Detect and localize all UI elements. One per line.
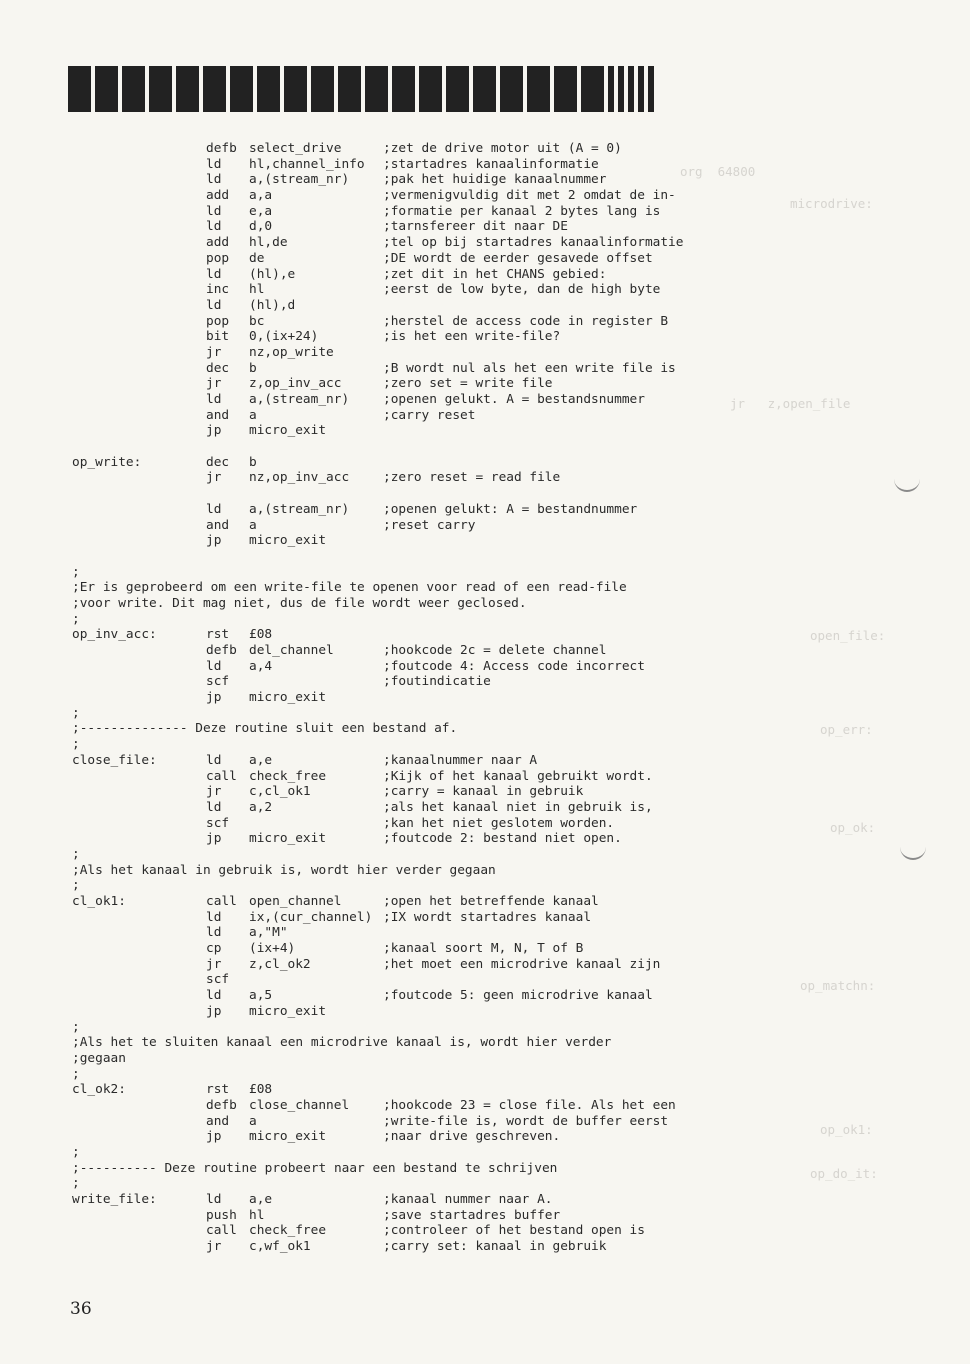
code-label: cl_ok2:: [72, 1082, 126, 1098]
code-line: [72, 314, 912, 330]
header-block: [473, 66, 496, 112]
code-line: [72, 910, 912, 926]
code-line: [72, 298, 912, 314]
instruction: ld: [206, 501, 222, 517]
header-block: [392, 66, 415, 112]
header-block: [284, 66, 307, 112]
operands: a: [249, 517, 257, 533]
code-line: [72, 267, 912, 283]
header-block: [311, 66, 334, 112]
operands: a,e: [249, 752, 273, 768]
inline-comment: ;eerst de low byte, dan de high byte: [383, 282, 661, 298]
operands: micro_exit: [249, 533, 327, 549]
comment-text: ;: [72, 846, 80, 862]
inline-comment: ;carry set: kanaal in gebruik: [383, 1239, 607, 1255]
instruction: call: [206, 894, 237, 909]
operands: c,cl_ok1: [249, 784, 311, 800]
inline-comment: ;het moet een microdrive kanaal zijn: [383, 956, 661, 972]
code-line: [72, 329, 912, 345]
code-line: [72, 831, 912, 847]
code-line: [72, 235, 912, 251]
instruction: jr: [206, 784, 222, 800]
operands: check_free: [249, 768, 327, 784]
inline-comment: ;openen gelukt: A = bestandnummer: [383, 501, 638, 517]
operands: a,e: [249, 1192, 273, 1208]
instruction: scf: [206, 972, 230, 988]
inline-comment: ;zet de drive motor uit (A = 0): [383, 141, 622, 156]
code-line: [72, 659, 912, 675]
comment-text: ;Als het te sluiten kanaal een microdrive kanaal is, wordt hier verder: [72, 1035, 612, 1051]
instruction: ld: [206, 219, 222, 235]
operands: ix,(cur_channel): [249, 909, 373, 925]
header-block: [203, 66, 226, 112]
header-block: [230, 66, 253, 112]
instruction: jp: [206, 533, 222, 549]
code-line: [72, 565, 912, 581]
header-block: [149, 66, 172, 112]
operands: a: [249, 1113, 257, 1129]
code-line: [72, 157, 912, 173]
instruction: rst: [206, 627, 230, 643]
code-line: [72, 847, 912, 863]
instruction: defb: [206, 1097, 237, 1113]
instruction: jp: [206, 1129, 222, 1145]
inline-comment: ;foutcode 4: Access code incorrect: [383, 658, 645, 674]
operands: nz,op_write: [249, 344, 334, 360]
code-line: [72, 518, 912, 534]
inline-comment: ;save startadres buffer: [383, 1207, 561, 1223]
code-line: [72, 1067, 912, 1083]
header-block: [365, 66, 388, 112]
operands: £08: [249, 1082, 273, 1098]
comment-text: ;-------------- Deze routine sluit een bestand af.: [72, 721, 458, 737]
code-line: [72, 376, 912, 392]
code-line: [72, 1082, 912, 1098]
comment-text: ;: [72, 611, 80, 627]
code-line: [72, 863, 912, 879]
operands: b: [249, 360, 257, 376]
code-line: [72, 1208, 912, 1224]
inline-comment: ;DE wordt de eerder gesavede offset: [383, 250, 653, 266]
instruction: jr: [206, 1239, 222, 1255]
inline-comment: ;foutindicatie: [383, 674, 491, 690]
operands: hl: [249, 1207, 265, 1223]
instruction: ld: [206, 658, 222, 674]
instruction: ld: [206, 203, 222, 219]
operands: e,a: [249, 203, 273, 219]
code-line: [72, 188, 912, 204]
instruction: ld: [206, 988, 222, 1004]
operands: micro_exit: [249, 690, 327, 706]
show-through-text: op_matchn:: [800, 978, 876, 993]
inline-comment: ;als het kanaal niet in gebruik is,: [383, 799, 653, 815]
code-label: cl_ok1:: [72, 894, 126, 909]
operands: hl: [249, 282, 265, 298]
operands: micro_exit: [249, 831, 327, 847]
instruction: and: [206, 517, 230, 533]
instruction: dec: [206, 360, 230, 376]
header-block: [446, 66, 469, 112]
instruction: call: [206, 768, 237, 784]
operands: hl,de: [249, 235, 288, 251]
code-line: [72, 612, 912, 628]
instruction: and: [206, 407, 230, 423]
code-line: [72, 1192, 912, 1208]
instruction: cp: [206, 941, 222, 957]
inline-comment: ;controleer of het bestand open is: [383, 1223, 645, 1239]
inline-comment: ;Kijk of het kanaal gebruikt wordt.: [383, 768, 653, 784]
inline-comment: ;open het betreffende kanaal: [383, 894, 599, 909]
code-line: [72, 1161, 912, 1177]
operands: a,"M": [249, 925, 288, 941]
operands: d,0: [249, 219, 273, 235]
operands: micro_exit: [249, 423, 327, 439]
instruction: ld: [206, 172, 222, 188]
inline-comment: ;tel op bij startadres kanaalinformatie: [383, 235, 684, 251]
code-line: [72, 439, 912, 455]
inline-comment: ;B wordt nul als het een write file is: [383, 360, 676, 376]
operands: c,wf_ok1: [249, 1239, 311, 1255]
header-block: [338, 66, 361, 112]
show-through-text: op_ok:: [830, 820, 876, 835]
code-line: [72, 753, 912, 769]
operands: a,(stream_nr): [249, 501, 350, 517]
operands: (hl),d: [249, 297, 296, 313]
inline-comment: ;zet dit in het CHANS gebied:: [383, 266, 607, 282]
header-block: [419, 66, 442, 112]
code-line: [72, 345, 912, 361]
comment-text: ;Er is geprobeerd om een write-file te openen voor read of een read-file: [72, 580, 627, 596]
comment-text: ;: [72, 705, 80, 721]
instruction: call: [206, 1223, 237, 1239]
instruction: ld: [206, 799, 222, 815]
code-line: [72, 988, 912, 1004]
inline-comment: ;carry reset: [383, 407, 476, 423]
code-line: [72, 1145, 912, 1161]
code-label: op_write:: [72, 454, 142, 470]
instruction: jp: [206, 690, 222, 706]
operands: £08: [249, 627, 273, 643]
operands: open_channel: [249, 894, 342, 909]
comment-text: ;: [72, 1066, 80, 1082]
inline-comment: ;kanaalnummer naar A: [383, 752, 538, 768]
inline-comment: ;foutcode 5: geen microdrive kanaal: [383, 988, 653, 1004]
instruction: dec: [206, 454, 230, 470]
header-bar-graphic: [68, 66, 654, 112]
code-line: [72, 1098, 912, 1114]
instruction: defb: [206, 141, 237, 156]
code-line: [72, 502, 912, 518]
comment-text: ;: [72, 564, 80, 580]
operands: bc: [249, 313, 265, 329]
code-line: [72, 721, 912, 737]
comment-text: ;: [72, 1145, 80, 1160]
operands: select_drive: [249, 141, 342, 156]
code-line: [72, 1239, 912, 1255]
inline-comment: ;write-file is, wordt de buffer eerst: [383, 1113, 669, 1129]
code-line: [72, 580, 912, 596]
code-line: [72, 941, 912, 957]
code-line: [72, 361, 912, 377]
instruction: ld: [206, 909, 222, 925]
code-line: [72, 204, 912, 220]
inline-comment: ;kan het niet geslotem worden.: [383, 815, 615, 831]
code-line: [72, 282, 912, 298]
comment-text: ;: [72, 1019, 80, 1035]
instruction: add: [206, 235, 230, 251]
operands: a,a: [249, 188, 273, 204]
code-line: [72, 549, 912, 565]
code-line: [72, 533, 912, 549]
operands: a,5: [249, 988, 273, 1004]
show-through-text: op_err:: [820, 722, 873, 737]
inline-comment: ;hookcode 23 = close file. Als het een: [383, 1097, 676, 1113]
inline-comment: ;is het een write-file?: [383, 329, 561, 345]
code-line: [72, 1020, 912, 1036]
instruction: ld: [206, 156, 222, 172]
code-line: [72, 1004, 912, 1020]
instruction: jr: [206, 344, 222, 360]
header-block: [68, 66, 91, 112]
code-line: [72, 800, 912, 816]
inline-comment: ;formatie per kanaal 2 bytes lang is: [383, 203, 661, 219]
code-line: [72, 423, 912, 439]
operands: z,op_inv_acc: [249, 376, 342, 392]
instruction: inc: [206, 282, 230, 298]
code-line: [72, 1051, 912, 1067]
code-line: [72, 596, 912, 612]
header-block: [554, 66, 577, 112]
header-block: [257, 66, 280, 112]
code-line: [72, 878, 912, 894]
show-through-text: jr z,open_file: [730, 396, 851, 411]
operands: micro_exit: [249, 1129, 327, 1145]
code-label: close_file:: [72, 752, 157, 768]
inline-comment: ;vermenigvuldig dit met 2 omdat de in-: [383, 188, 676, 204]
comment-text: ;gegaan: [72, 1050, 126, 1066]
inline-comment: ;startadres kanaalinformatie: [383, 156, 599, 172]
page-number: 36: [70, 1299, 92, 1319]
show-through-text: op_ok1:: [820, 1122, 873, 1137]
instruction: jp: [206, 1003, 222, 1019]
inline-comment: ;zero reset = read file: [383, 470, 561, 486]
operands: nz,op_inv_acc: [249, 470, 350, 486]
header-stripe: [628, 66, 634, 112]
inline-comment: ;kanaal soort M, N, T of B: [383, 941, 584, 957]
header-block: [581, 66, 604, 112]
code-line: [72, 674, 912, 690]
instruction: and: [206, 1113, 230, 1129]
inline-comment: ;zero set = write file: [383, 376, 553, 392]
comment-text: ;voor write. Dit mag niet, dus de file wordt weer geclosed.: [72, 595, 527, 611]
code-line: [72, 972, 912, 988]
operands: de: [249, 250, 265, 266]
operands: b: [249, 454, 257, 470]
code-line: [72, 925, 912, 941]
operands: 0,(ix+24): [249, 329, 319, 345]
header-block: [527, 66, 550, 112]
comment-text: ;: [72, 878, 80, 894]
instruction: rst: [206, 1082, 230, 1098]
header-stripe: [638, 66, 644, 112]
instruction: ld: [206, 266, 222, 282]
operands: a,2: [249, 799, 273, 815]
code-line: [72, 1114, 912, 1130]
code-line: [72, 1176, 912, 1192]
operands: (hl),e: [249, 266, 296, 282]
header-block: [95, 66, 118, 112]
code-line: [72, 219, 912, 235]
code-label: write_file:: [72, 1192, 157, 1208]
code-line: [72, 1223, 912, 1239]
instruction: ld: [206, 392, 222, 407]
inline-comment: ;carry = kanaal in gebruik: [383, 784, 584, 800]
header-stripe: [618, 66, 624, 112]
code-line: [72, 643, 912, 659]
operands: a: [249, 407, 257, 423]
operands: a,4: [249, 658, 273, 674]
header-stripe: [648, 66, 654, 112]
inline-comment: ;herstel de access code in register B: [383, 313, 669, 329]
code-listing: [72, 141, 912, 1255]
code-line: [72, 784, 912, 800]
instruction: defb: [206, 643, 237, 658]
operands: del_channel: [249, 643, 334, 658]
code-label: op_inv_acc:: [72, 627, 157, 643]
code-line: [72, 627, 912, 643]
inline-comment: ;pak het huidige kanaalnummer: [383, 172, 607, 188]
header-block: [122, 66, 145, 112]
instruction: ld: [206, 925, 222, 941]
code-line: [72, 455, 912, 471]
instruction: jr: [206, 956, 222, 972]
inline-comment: ;hookcode 2c = delete channel: [383, 643, 607, 658]
code-line: [72, 706, 912, 722]
instruction: bit: [206, 329, 230, 345]
operands: (ix+4): [249, 941, 296, 957]
instruction: push: [206, 1207, 237, 1223]
code-line: [72, 737, 912, 753]
code-line: [72, 392, 912, 408]
comment-text: ;Als het kanaal in gebruik is, wordt hier verder gegaan: [72, 862, 496, 878]
header-stripe: [608, 66, 614, 112]
show-through-text: org 64800: [680, 164, 756, 179]
instruction: pop: [206, 250, 230, 266]
code-line: [72, 251, 912, 267]
operands: micro_exit: [249, 1003, 327, 1019]
code-line: [72, 1035, 912, 1051]
instruction: ld: [206, 1192, 222, 1208]
inline-comment: ;kanaal nummer naar A.: [383, 1192, 553, 1208]
instruction: jr: [206, 470, 222, 486]
instruction: pop: [206, 313, 230, 329]
inline-comment: ;IX wordt startadres kanaal: [383, 909, 592, 925]
operands: hl,channel_info: [249, 156, 365, 172]
code-line: [72, 769, 912, 785]
instruction: ld: [206, 752, 222, 768]
inline-comment: ;openen gelukt. A = bestandsnummer: [383, 392, 645, 407]
header-block: [176, 66, 199, 112]
operands: a,(stream_nr): [249, 172, 350, 188]
instruction: jp: [206, 831, 222, 847]
code-line: [72, 690, 912, 706]
operands: z,cl_ok2: [249, 956, 311, 972]
instruction: ld: [206, 297, 222, 313]
comment-text: ;: [72, 737, 80, 753]
show-through-text: op_do_it:: [810, 1166, 878, 1181]
comment-text: ;---------- Deze routine probeert naar een bestand te schrijven: [72, 1160, 558, 1176]
instruction: scf: [206, 815, 230, 831]
code-line: [72, 172, 912, 188]
inline-comment: ;naar drive geschreven.: [383, 1129, 561, 1145]
instruction: add: [206, 188, 230, 204]
comment-text: ;: [72, 1176, 80, 1192]
code-line: [72, 1129, 912, 1145]
instruction: jr: [206, 376, 222, 392]
code-line: [72, 816, 912, 832]
inline-comment: ;reset carry: [383, 517, 476, 533]
operands: a,(stream_nr): [249, 392, 350, 407]
operands: check_free: [249, 1223, 327, 1239]
instruction: jp: [206, 423, 222, 439]
code-line: [72, 957, 912, 973]
show-through-text: open_file:: [810, 628, 886, 643]
code-line: [72, 470, 912, 486]
code-line: [72, 486, 912, 502]
instruction: scf: [206, 674, 230, 690]
show-through-text: microdrive:: [790, 196, 873, 211]
inline-comment: ;foutcode 2: bestand niet open.: [383, 831, 622, 847]
code-line: [72, 408, 912, 424]
operands: close_channel: [249, 1097, 350, 1113]
inline-comment: ;tarnsfereer dit naar DE: [383, 219, 568, 235]
header-block: [500, 66, 523, 112]
code-line: [72, 141, 912, 157]
code-line: [72, 894, 912, 910]
